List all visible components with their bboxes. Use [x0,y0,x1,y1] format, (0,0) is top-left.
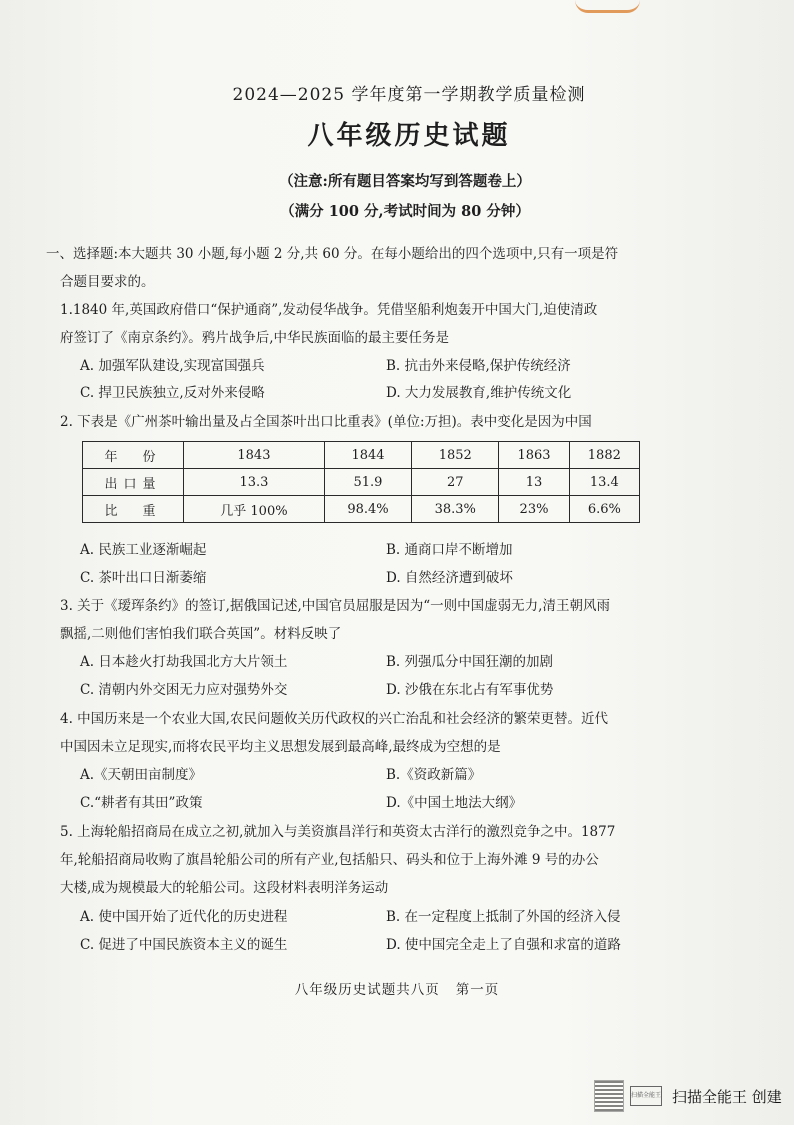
q3-option-b: B. 列强瓜分中国狂潮的加剧 [386,654,554,670]
question-3: 3. 关于《瑷珲条约》的签订,据俄国记述,中国官员屈服是因为“一则中国虚弱无力,清王朝风雨 飘摇,二则他们害怕我们联合英国”。材料反映了 [60,598,610,642]
q5-option-a: A. 使中国开始了近代化的历史进程 [80,909,288,925]
question-2: 2. 下表是《广州茶叶输出量及占全国茶叶出口比重表》(单位:万担)。表中变化是因为中国 [60,414,592,430]
table-cell: 几乎 100% [184,496,325,523]
footer-total-pages: 八年级历史试题共八页 [294,982,440,998]
q3-option-a: A. 日本趁火打劫我国北方大片领土 [80,654,288,670]
q4-option-a: A.《天朝田亩制度》 [80,767,203,783]
q4-option-d: D.《中国土地法大纲》 [386,795,523,811]
table-row-year [83,442,640,469]
table-cell: 27 [412,469,499,496]
question-1-line-1: 1.1840 年,英国政府借口“保护通商”,发动侵华战争。凭借坚船利炮轰开中国大门,迫使清政 [60,302,598,318]
q2-option-d: D. 自然经济遭到破坏 [386,570,513,586]
q1-option-d: D. 大力发展教育,维护传统文化 [386,385,572,401]
q2-option-a: A. 民族工业逐渐崛起 [80,542,207,558]
q1-option-a: A. 加强军队建设,实现富国强兵 [80,358,265,374]
exam-subtitle: 2024—2025 学年度第一学期教学质量检测 [232,85,586,105]
table-cell: 13.3 [184,469,325,496]
exam-title: 八年级历史试题 [307,121,511,151]
q5-option-c: C. 促进了中国民族资本主义的诞生 [80,937,288,953]
q2-option-c: C. 茶叶出口日渐萎缩 [80,570,207,586]
footer-page-number: 第一页 [455,982,500,998]
table-cell: 13.4 [569,469,639,496]
table-row-export [83,469,640,496]
scanner-watermark-text: 扫描全能王 创建 [672,1087,782,1106]
section-intro: 一、选择题:本大题共 30 小题,每小题 2 分,共 60 分。在每小题给出的四个选项中,只有一项是符 合题目要求的。 [46,246,619,290]
q4-option-c: C.“耕者有其田”政策 [80,795,203,811]
qr-code-icon [594,1080,624,1112]
question-4: 4. 中国历来是一个农业大国,农民问题攸关历代政权的兴亡治乱和社会经济的繁荣更替。近代 中国因未立足现实,而将农民平均主义思想发展到最高峰,最终成为空想的是 [60,711,608,755]
table-cell: 1843 [184,442,325,469]
q4-option-b: B.《资政新篇》 [386,767,482,783]
row-header-export: 出口量 [83,469,184,496]
table-cell: 51.9 [324,469,411,496]
q1-option-b: B. 抗击外来侵略,保护传统经济 [386,358,571,374]
q2-option-b: B. 通商口岸不断增加 [386,542,513,558]
table-cell: 1852 [412,442,499,469]
page-footer [0,978,794,998]
table-cell: 1844 [324,442,411,469]
q1-option-c: C. 捍卫民族独立,反对外来侵略 [80,385,265,401]
table-cell: 1863 [499,442,569,469]
q5-option-b: B. 在一定程度上抵制了外国的经济入侵 [386,909,621,925]
table-cell: 1882 [569,442,639,469]
table-cell: 13 [499,469,569,496]
row-header-year: 年 份 [83,442,184,469]
table-row-share [83,496,640,523]
score-time-note: （满分 100 分,考试时间为 80 分钟） [280,203,530,220]
q3-option-c: C. 清朝内外交困无力应对强势外交 [80,682,288,698]
table-cell: 6.6% [569,496,639,523]
table-cell: 38.3% [412,496,499,523]
scanner-watermark [594,1080,782,1112]
tea-export-table [82,441,640,523]
orange-pen-mark [575,0,640,13]
q5-option-d: D. 使中国完全走上了自强和求富的道路 [386,937,621,953]
table-cell: 23% [499,496,569,523]
question-5: 5. 上海轮船招商局在成立之初,就加入与美资旗昌洋行和英资太古洋行的激烈竞争之中。1877 年,轮船招商局收购了旗昌轮船公司的所有产业,包括船只、码头和位于上海外滩 9 号的办公 大楼,成为规模最大的轮船公司。这段材料表明洋务运动 [60,824,616,896]
q3-option-d: D. 沙俄在东北占有军事优势 [386,682,554,698]
answer-note: （注意:所有题目答案均写到答题卷上） [279,173,531,190]
row-header-share: 比 重 [83,496,184,523]
camscanner-logo-icon: 扫描全能王 [630,1086,662,1106]
table-cell: 98.4% [324,496,411,523]
question-1 [60,296,597,352]
question-1-line-2: 府签订了《南京条约》。鸦片战争后,中华民族面临的最主要任务是 [60,330,450,346]
